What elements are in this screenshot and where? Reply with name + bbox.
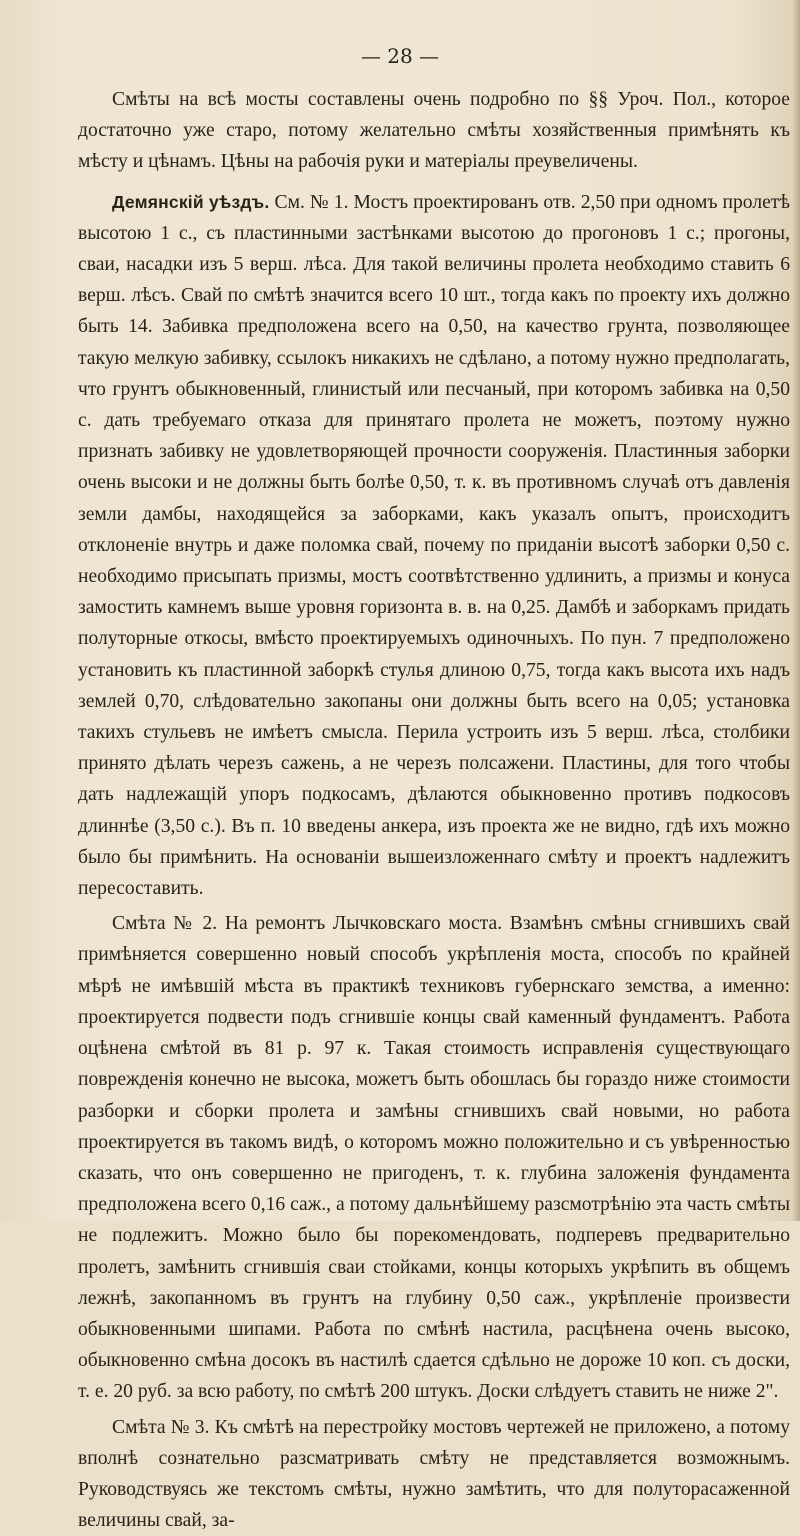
- page-body: [78, 84, 790, 1536]
- paragraph-demyansk: [78, 187, 790, 905]
- page-number: — 28 —: [360, 44, 440, 68]
- district-heading: Демянскій уѣздъ.: [112, 191, 270, 212]
- paragraph-demyansk-text: См. № 1. Мостъ проектированъ отв. 2,50 при одномъ пролетѣ высотою 1 с., съ пластинными застѣнками высотою до прогоновъ 1 с.; прогоны, сваи, насадки изъ 5 верш. лѣса. Для такой величины пролета необходимо ставить 6 верш. лѣсъ. Свай по смѣтѣ значится всего 10 шт., тогда какъ по проекту ихъ должно быть 14. Забивка предположена всего на 0,50, на качество грунта, позволяющее такую мелкую забивку, ссылокъ никакихъ не сдѣлано, а потому нужно предполагать, что грунтъ обыкновенный, глинистый или песчаный, при которомъ забивка на 0,50 с. дать требуемаго отказа для принятаго пролета не можетъ, поэтому нужно признать забивку не удовлетворяющей прочности сооруженія. Пластинныя заборки очень высоки и не должны быть болѣе 0,50, т. к. въ противномъ случаѣ отъ давленія земли дамбы, находящейся за заборками, какъ указалъ опытъ, происходитъ отклоненіе внутрь и даже поломка свай, почему по приданіи высотѣ заборки 0,50 с. необходимо присыпать призмы, мостъ соотвѣтственно удлинить, а призмы и конуса замостить камнемъ выше уровня горизонта в. в. на 0,25. Дамбѣ и заборкамъ придать полуторные откосы, вмѣсто проектируемыхъ одиночныхъ. По пун. 7 предположено установить къ пластинной заборкѣ стулья длиною 0,75, тогда какъ высота ихъ надъ землей 0,70, слѣдовательно закопаны они должны быть всего на 0,05; установка такихъ стульевъ не имѣетъ смысла. Перила устроить изъ 5 верш. лѣса, столбики принято дѣлать черезъ сажень, а не черезъ полсажени. Пластины, для того чтобы дать надлежащій упоръ подкосамъ, дѣлаются обыкновенно противъ подкосовъ длиннѣе (3,50 с.). Въ п. 10 введены анкера, изъ проекта же не видно, гдѣ ихъ можно было бы примѣнить. На основаніи вышеизложеннаго смѣту и проектъ надлежитъ пересоставить.: [78, 191, 791, 900]
- paragraph-estimate-2: Смѣта № 2. На ремонтъ Лычковскаго моста. Взамѣнъ смѣны сгнившихъ свай примѣняется совершенно новый способъ укрѣпленія моста, способъ по крайней мѣрѣ не имѣвшій мѣста въ практикѣ техниковъ губернскаго земства, а именно: проектируется подвести подъ сгнившіе концы свай каменный фундаментъ. Работа оцѣнена смѣтой въ 81 р. 97 к. Такая стоимость исправленія существующаго поврежденія конечно не высока, можетъ быть обошлась бы гораздо ниже стоимости разборки и сборки пролета и замѣны сгнившихъ свай новыми, но работа проектируется въ такомъ видѣ, о которомъ можно положительно и съ увѣренностью сказать, что онъ совершенно не пригоденъ, т. к. глубина заложенія фундамента предположена всего 0,16 саж., а потому дальнѣйшему разсмотрѣнію эта часть смѣты не подлежитъ. Можно было бы порекомендовать, подперевъ предварительно пролетъ, замѣнить сгнившія сваи стойками, концы которыхъ укрѣпить въ общемъ лежнѣ, закопанномъ въ грунтъ на глубину 0,50 саж., укрѣпленіе произвести обыкновенными шипами. Работа по смѣнѣ настила, расцѣнена очень высоко, обыкновенно смѣна досокъ въ настилѣ сдается сдѣльно не дороже 10 коп. съ доски, т. е. 20 руб. за всю работу, по смѣтѣ 200 штукъ. Доски слѣдуетъ ставить не ниже 2".: [78, 913, 790, 1403]
- paragraph-intro: Смѣты на всѣ мосты составлены очень подробно по §§ Уроч. Пол., которое достаточно уже старо, потому желательно смѣты хозяйственныя примѣнять къ мѣсту и цѣнамъ. Цѣны на рабочія руки и матеріалы преувеличены.: [78, 89, 790, 173]
- page-edge-shadow: [792, 0, 800, 1221]
- paragraph-estimate-3: Смѣта № 3. Къ смѣтѣ на перестройку мостовъ чертежей не приложено, а потому вполнѣ сознательно разсматривать смѣту не представляется возможнымъ. Руководствуясь же текстомъ смѣты, нужно замѣтить, что для полуторасаженной величины свай, за-: [78, 1416, 790, 1532]
